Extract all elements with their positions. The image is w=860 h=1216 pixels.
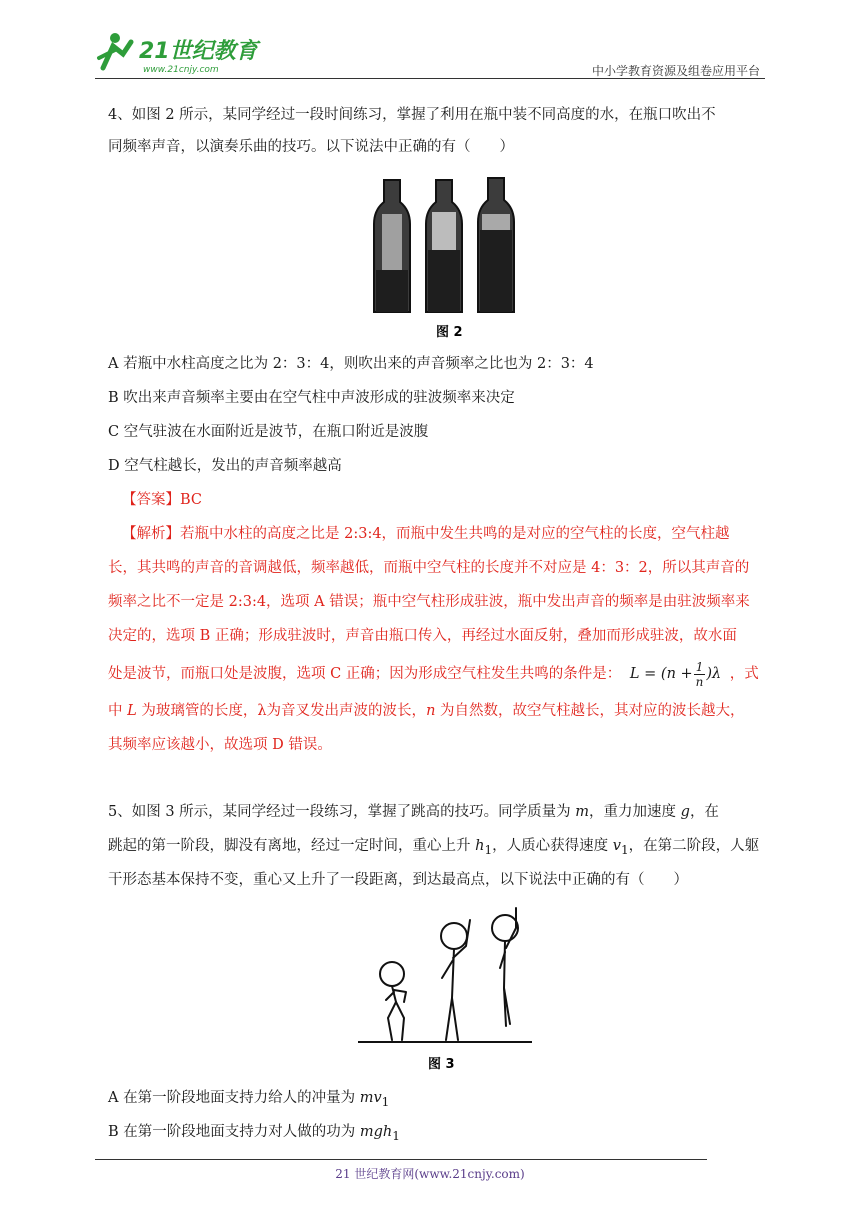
q4-option-d: D 空气柱越长，发出的声音频率越高	[108, 458, 342, 474]
bottle-1	[374, 180, 410, 312]
header-platform-text: 中小学教育资源及组卷应用平台	[591, 64, 760, 78]
answer-label: 【答案】	[122, 492, 180, 508]
svg-text:www.21cnjy.com: www.21cnjy.com	[143, 65, 219, 75]
footer-site-link[interactable]: 21 世纪教育网(www.21cnjy.com)	[335, 1167, 525, 1181]
figure-2-bottles	[372, 174, 518, 342]
q4-answer	[122, 483, 202, 517]
q5-stem-line1: 5、如图 3 所示，某同学经过一段练习，掌握了跳高的技巧。同学质量为 m，重力加速度 g，在	[108, 804, 719, 820]
bottle-3	[478, 178, 514, 312]
q4-analysis-line1: 【解析】若瓶中水柱的高度之比是 2:3:4，而瓶中发生共鸣的是对应的空气柱的长度，空气柱越	[122, 526, 730, 542]
figure-2-caption: 图 2	[436, 325, 463, 340]
q5-stem-line3: 干形态基本保持不变，重心又上升了一段距离，到达最高点，以下说法中正确的有（ ）	[108, 872, 688, 888]
analysis-label: 【解析】	[122, 526, 180, 542]
q4-analysis-line2: 长，其共鸣的声音的音调越低，频率越低，而瓶中空气柱的长度并不对应是 4：3：2，所以其声音的	[108, 560, 750, 576]
figure-3-jump	[358, 906, 532, 1076]
bottle-2	[426, 180, 462, 312]
header-divider	[95, 78, 765, 79]
figure-3-caption: 图 3	[428, 1057, 455, 1072]
svg-text:21世纪教育: 21世纪教育	[139, 39, 258, 64]
q4-option-c: C 空气驻波在水面附近是波节，在瓶口附近是波腹	[108, 424, 429, 440]
footer-divider	[95, 1159, 707, 1160]
q4-stem-line2: 同频率声音，以演奏乐曲的技巧。以下说法中正确的有（ ）	[108, 139, 514, 155]
q4-analysis-line4: 决定的，选项 B 正确；形成驻波时，声音由瓶口传入，再经过水面反射，叠加而形成驻波，故水面	[108, 628, 737, 644]
stick-figure-jump	[492, 908, 518, 1026]
stick-figure-crouch	[380, 962, 406, 1040]
stick-figure-stand	[441, 920, 470, 1040]
page-header	[95, 28, 760, 80]
site-logo	[95, 28, 265, 76]
q4-analysis-line3: 频率之比不一定是 2:3:4，选项 A 错误；瓶中空气柱形成驻波，瓶中发出声音的频率是由驻波频率来	[108, 594, 750, 610]
q4-analysis-line7: 其频率应该越小，故选项 D 错误。	[108, 737, 332, 753]
answer-value: BC	[180, 492, 203, 508]
q4-option-b: B 吹出来声音频率主要由在空气柱中声波形成的驻波频率来决定	[108, 390, 515, 406]
resonance-formula: L = (n + $\frac{1}{n}$ )λ	[629, 659, 722, 689]
q5-option-b: B 在第一阶段地面支持力对人做的功为 mgh$_1$	[108, 1124, 400, 1143]
q4-analysis-line6: 中 L 为玻璃管的长度，λ为音叉发出声波的波长，n 为自然数，故空气柱越长，其对应的波长越大，	[108, 703, 745, 719]
q5-option-a: A 在第一阶段地面支持力给人的冲量为 $mv_1$	[108, 1090, 390, 1109]
q4-stem-line1: 4、如图 2 所示，某同学经过一段时间练习，掌握了利用在瓶中装不同高度的水，在瓶口吹出不	[108, 107, 716, 123]
q4-option-a: A 若瓶中水柱高度之比为 2：3：4，则吹出来的声音频率之比也为 2：3：4	[108, 356, 594, 372]
q4-analysis-line5: 处是波节，而瓶口处是波腹，选项 C 正确；因为形成空气柱发生共鸣的条件是： L = (n + $\frac{1}{n}$ )λ ，式	[108, 659, 759, 689]
q5-stem-line2: 跳起的第一阶段，脚没有离地，经过一定时间，重心上升 $h_1$，人质心获得速度 $v_1$，在第二阶段，人躯	[108, 838, 760, 857]
